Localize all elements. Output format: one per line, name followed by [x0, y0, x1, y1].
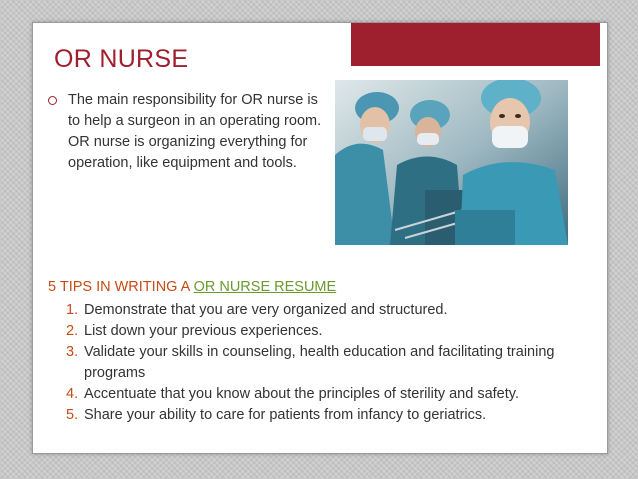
tip-item [66, 321, 596, 342]
bullet-circle-icon [48, 96, 57, 105]
tip-text: Accentuate that you know about the principles of sterility and safety. [84, 386, 519, 402]
tip-number: 5. [66, 407, 79, 423]
tip-number: 1. [66, 302, 79, 318]
tip-number: 3. [66, 344, 79, 360]
tip-item [66, 300, 596, 321]
tip-item [66, 342, 596, 384]
tip-item [66, 384, 596, 405]
tip-text: Validate your skills in counseling, health education and facilitating training programs [84, 344, 555, 381]
tip-text: Share your ability to care for patients from infancy to geriatrics. [84, 407, 487, 423]
tips-heading [48, 279, 336, 295]
accent-bar [351, 23, 600, 66]
tip-item [66, 405, 596, 426]
tip-text: List down your previous experiences. [84, 323, 323, 339]
slide-title: OR NURSE [54, 45, 189, 73]
tip-number: 4. [66, 386, 79, 402]
resume-link[interactable]: OR NURSE RESUME [193, 279, 337, 295]
tip-text: Demonstrate that you are very organized and structured. [84, 302, 448, 318]
tips-list [66, 300, 596, 426]
bullet-text: The main responsibility for OR nurse is to help a surgeon in an operating room. OR nurse is organizing everything for operation, like equipment and tools. [68, 92, 322, 171]
tip-number: 2. [66, 323, 79, 339]
tips-heading-prefix: 5 TIPS IN WRITING A [48, 279, 194, 295]
surgeons-photo [335, 80, 568, 245]
